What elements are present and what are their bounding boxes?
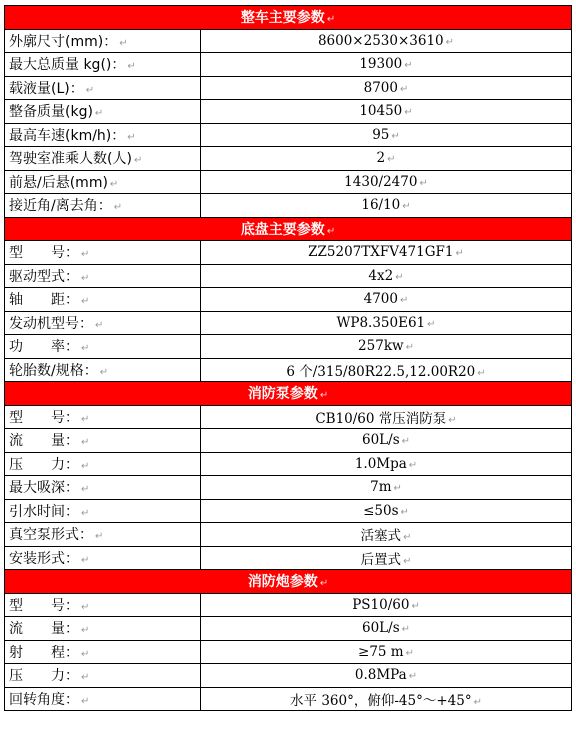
param-value: 8700	[363, 79, 398, 96]
param-label: 最高车速(km/h)：	[9, 127, 126, 144]
paragraph-mark-icon: ↵	[81, 249, 90, 261]
param-label: 流 量：	[9, 433, 79, 450]
paragraph-mark-icon: ↵	[326, 14, 336, 26]
param-label: 流 量：	[9, 621, 79, 638]
paragraph-mark-icon: ↵	[81, 601, 90, 613]
param-label: 发动机型号：	[9, 315, 93, 332]
table-row	[5, 123, 572, 147]
paragraph-mark-icon: ↵	[81, 296, 90, 308]
param-label: 驱动型式：	[9, 268, 79, 285]
param-label-cell	[5, 452, 201, 476]
table-row	[5, 429, 572, 453]
paragraph-mark-icon: ↵	[401, 436, 411, 448]
section-title	[5, 6, 572, 30]
param-value: 257kw	[358, 338, 404, 355]
paragraph-mark-icon: ↵	[94, 108, 104, 120]
paragraph-mark-icon: ↵	[127, 131, 136, 143]
param-value: 4x2	[368, 267, 394, 284]
param-label-cell	[5, 499, 201, 523]
table-row	[5, 53, 572, 77]
paragraph-mark-icon: ↵	[399, 295, 409, 307]
table-row	[5, 664, 572, 688]
param-label-cell	[5, 288, 201, 312]
paragraph-mark-icon: ↵	[119, 37, 128, 49]
param-label-cell	[5, 546, 201, 570]
paragraph-mark-icon: ↵	[391, 130, 400, 142]
param-value: ≥75 m	[358, 643, 404, 660]
param-value: 活塞式	[360, 528, 402, 545]
spec-table	[4, 5, 572, 711]
paragraph-mark-icon: ↵	[326, 225, 336, 237]
param-label: 安装形式：	[9, 550, 79, 567]
paragraph-mark-icon: ↵	[95, 531, 104, 543]
param-value: 2	[376, 150, 386, 167]
section-title-text: 整车主要参数	[240, 10, 325, 27]
param-value-cell	[201, 53, 572, 77]
param-label: 回转角度：	[9, 691, 79, 708]
param-value: 1.0Mpa	[354, 455, 407, 472]
paragraph-mark-icon: ↵	[400, 506, 409, 518]
param-value-cell	[201, 335, 572, 359]
paragraph-mark-icon: ↵	[95, 319, 104, 331]
param-value: 60L/s	[362, 620, 400, 637]
param-value: PS10/60	[352, 596, 410, 613]
paragraph-mark-icon: ↵	[411, 600, 420, 612]
param-value-cell	[201, 100, 572, 124]
param-label-cell	[5, 523, 201, 547]
paragraph-mark-icon: ↵	[405, 647, 414, 659]
param-label-cell	[5, 405, 201, 429]
paragraph-mark-icon: ↵	[477, 367, 486, 379]
param-label-cell	[5, 100, 201, 124]
param-value-cell	[201, 288, 572, 312]
section-header-row	[5, 382, 572, 406]
table-row	[5, 194, 572, 218]
param-value-cell	[201, 476, 572, 500]
paragraph-mark-icon: ↵	[404, 60, 413, 72]
param-label-cell	[5, 194, 201, 218]
table-row	[5, 335, 572, 359]
paragraph-mark-icon: ↵	[99, 366, 109, 378]
paragraph-mark-icon: ↵	[133, 155, 143, 167]
param-value: 19300	[359, 56, 403, 73]
param-value: 6 个/315/80R22.5,12.00R20	[286, 363, 476, 380]
param-label: 型 号：	[9, 597, 79, 614]
section-header-row	[5, 217, 572, 241]
param-label: 最大吸深：	[9, 480, 79, 497]
param-value: 4700	[363, 291, 398, 308]
paragraph-mark-icon: ↵	[81, 554, 90, 566]
paragraph-mark-icon: ↵	[404, 107, 413, 119]
param-value-cell	[201, 499, 572, 523]
paragraph-mark-icon: ↵	[85, 84, 95, 96]
paragraph-mark-icon: ↵	[445, 36, 455, 48]
param-label-cell	[5, 664, 201, 688]
param-value-cell	[201, 452, 572, 476]
param-label: 轴 距：	[9, 292, 79, 309]
paragraph-mark-icon: ↵	[127, 61, 136, 73]
section-title	[5, 217, 572, 241]
param-value-cell	[201, 664, 572, 688]
param-value-cell	[201, 311, 572, 335]
paragraph-mark-icon: ↵	[81, 437, 90, 449]
param-value-cell	[201, 123, 572, 147]
table-row	[5, 687, 572, 711]
param-label-cell	[5, 170, 201, 194]
param-value: 60L/s	[362, 432, 400, 449]
table-row	[5, 100, 572, 124]
param-label-cell	[5, 335, 201, 359]
param-value-cell	[201, 640, 572, 664]
paragraph-mark-icon: ↵	[81, 648, 90, 660]
param-value-cell	[201, 29, 572, 53]
param-label-cell	[5, 311, 201, 335]
param-label-cell	[5, 53, 201, 77]
param-label: 整备质量(kg)	[9, 104, 93, 121]
paragraph-mark-icon: ↵	[402, 201, 411, 213]
table-row	[5, 76, 572, 100]
param-value-cell	[201, 241, 572, 265]
param-label: 型 号：	[9, 409, 79, 426]
table-row	[5, 311, 572, 335]
paragraph-mark-icon: ↵	[113, 202, 123, 214]
table-row	[5, 241, 572, 265]
table-row	[5, 147, 572, 171]
param-value-cell	[201, 170, 572, 194]
paragraph-mark-icon: ↵	[109, 178, 119, 190]
paragraph-mark-icon: ↵	[408, 459, 418, 471]
param-label-cell	[5, 593, 201, 617]
param-value-cell	[201, 429, 572, 453]
param-label: 真空泵形式：	[9, 527, 93, 544]
paragraph-mark-icon: ↵	[81, 272, 90, 284]
param-value: 16/10	[361, 197, 401, 214]
param-value-cell	[201, 546, 572, 570]
paragraph-mark-icon: ↵	[81, 507, 90, 519]
paragraph-mark-icon: ↵	[81, 413, 90, 425]
param-value: 8600×2530×3610	[317, 32, 444, 49]
section-title	[5, 570, 572, 594]
paragraph-mark-icon: ↵	[473, 696, 482, 708]
section-title	[5, 382, 572, 406]
param-label: 最大总质量 kg()：	[9, 57, 126, 74]
paragraph-mark-icon: ↵	[427, 318, 436, 330]
paragraph-mark-icon: ↵	[403, 532, 412, 544]
paragraph-mark-icon: ↵	[455, 248, 464, 260]
paragraph-mark-icon: ↵	[81, 460, 90, 472]
param-label-cell	[5, 358, 201, 382]
param-value: 0.8MPa	[354, 667, 407, 684]
table-row	[5, 617, 572, 641]
param-label: 前悬/后悬(mm)	[9, 174, 108, 191]
param-value-cell	[201, 593, 572, 617]
table-row	[5, 29, 572, 53]
paragraph-mark-icon: ↵	[81, 484, 90, 496]
param-value: ≤50s	[363, 502, 399, 519]
param-value: 7m	[370, 479, 392, 496]
param-label: 型 号：	[9, 245, 79, 262]
param-label: 轮胎数/规格：	[9, 362, 98, 379]
paragraph-mark-icon: ↵	[395, 271, 404, 283]
param-label: 功 率：	[9, 339, 79, 356]
table-row	[5, 452, 572, 476]
param-value: 10450	[359, 103, 403, 120]
table-row	[5, 288, 572, 312]
table-row	[5, 640, 572, 664]
param-value-cell	[201, 358, 572, 382]
paragraph-mark-icon: ↵	[405, 342, 414, 354]
table-row	[5, 358, 572, 382]
param-value: WP8.350E61	[336, 314, 426, 331]
param-label-cell	[5, 476, 201, 500]
param-label-cell	[5, 264, 201, 288]
table-row	[5, 546, 572, 570]
param-label: 射 程：	[9, 644, 79, 661]
paragraph-mark-icon: ↵	[403, 555, 412, 567]
param-label: 载液量(L)：	[9, 80, 84, 97]
section-header-row	[5, 570, 572, 594]
param-value-cell	[201, 405, 572, 429]
param-label-cell	[5, 29, 201, 53]
param-value: 1430/2470	[344, 173, 418, 190]
paragraph-mark-icon: ↵	[81, 343, 90, 355]
param-label: 压 力：	[9, 668, 79, 685]
table-row	[5, 264, 572, 288]
table-row	[5, 523, 572, 547]
paragraph-mark-icon: ↵	[401, 624, 411, 636]
section-header-row	[5, 6, 572, 30]
param-label: 引水时间：	[9, 503, 79, 520]
paragraph-mark-icon: ↵	[408, 671, 418, 683]
paragraph-mark-icon: ↵	[319, 578, 329, 590]
paragraph-mark-icon: ↵	[319, 390, 329, 402]
param-value-cell	[201, 194, 572, 218]
param-value-cell	[201, 523, 572, 547]
param-label: 压 力：	[9, 456, 79, 473]
param-value: 95	[372, 126, 390, 143]
param-label-cell	[5, 147, 201, 171]
param-label-cell	[5, 76, 201, 100]
paragraph-mark-icon: ↵	[387, 154, 396, 166]
param-label-cell	[5, 687, 201, 711]
table-row	[5, 499, 572, 523]
param-label-cell	[5, 617, 201, 641]
param-label-cell	[5, 429, 201, 453]
paragraph-mark-icon: ↵	[448, 414, 457, 426]
section-title-text: 消防炮参数	[247, 574, 318, 591]
param-value-cell	[201, 687, 572, 711]
param-label-cell	[5, 640, 201, 664]
table-row	[5, 593, 572, 617]
param-value: 水平 360°，俯仰-45°～+45°	[290, 692, 472, 709]
param-label-cell	[5, 241, 201, 265]
section-title-text: 底盘主要参数	[240, 221, 325, 238]
param-label-cell	[5, 123, 201, 147]
section-title-text: 消防泵参数	[247, 386, 318, 403]
table-row	[5, 170, 572, 194]
param-value-cell	[201, 76, 572, 100]
param-label: 驾驶室准乘人数(人)	[9, 151, 132, 168]
paragraph-mark-icon: ↵	[393, 483, 402, 495]
paragraph-mark-icon: ↵	[399, 83, 409, 95]
param-value: CB10/60 常压消防泵	[315, 410, 447, 427]
param-value-cell	[201, 264, 572, 288]
spec-table-body	[5, 6, 572, 711]
table-row	[5, 405, 572, 429]
param-value: ZZ5207TXFV471GF1	[308, 244, 454, 261]
param-label: 接近角/离去角：	[9, 198, 112, 215]
paragraph-mark-icon: ↵	[81, 695, 90, 707]
param-label: 外廓尺寸(mm)：	[9, 33, 118, 50]
param-value: 后置式	[360, 551, 402, 568]
param-value-cell	[201, 617, 572, 641]
param-value-cell	[201, 147, 572, 171]
paragraph-mark-icon: ↵	[419, 177, 428, 189]
table-row	[5, 476, 572, 500]
paragraph-mark-icon: ↵	[81, 625, 90, 637]
paragraph-mark-icon: ↵	[81, 672, 90, 684]
